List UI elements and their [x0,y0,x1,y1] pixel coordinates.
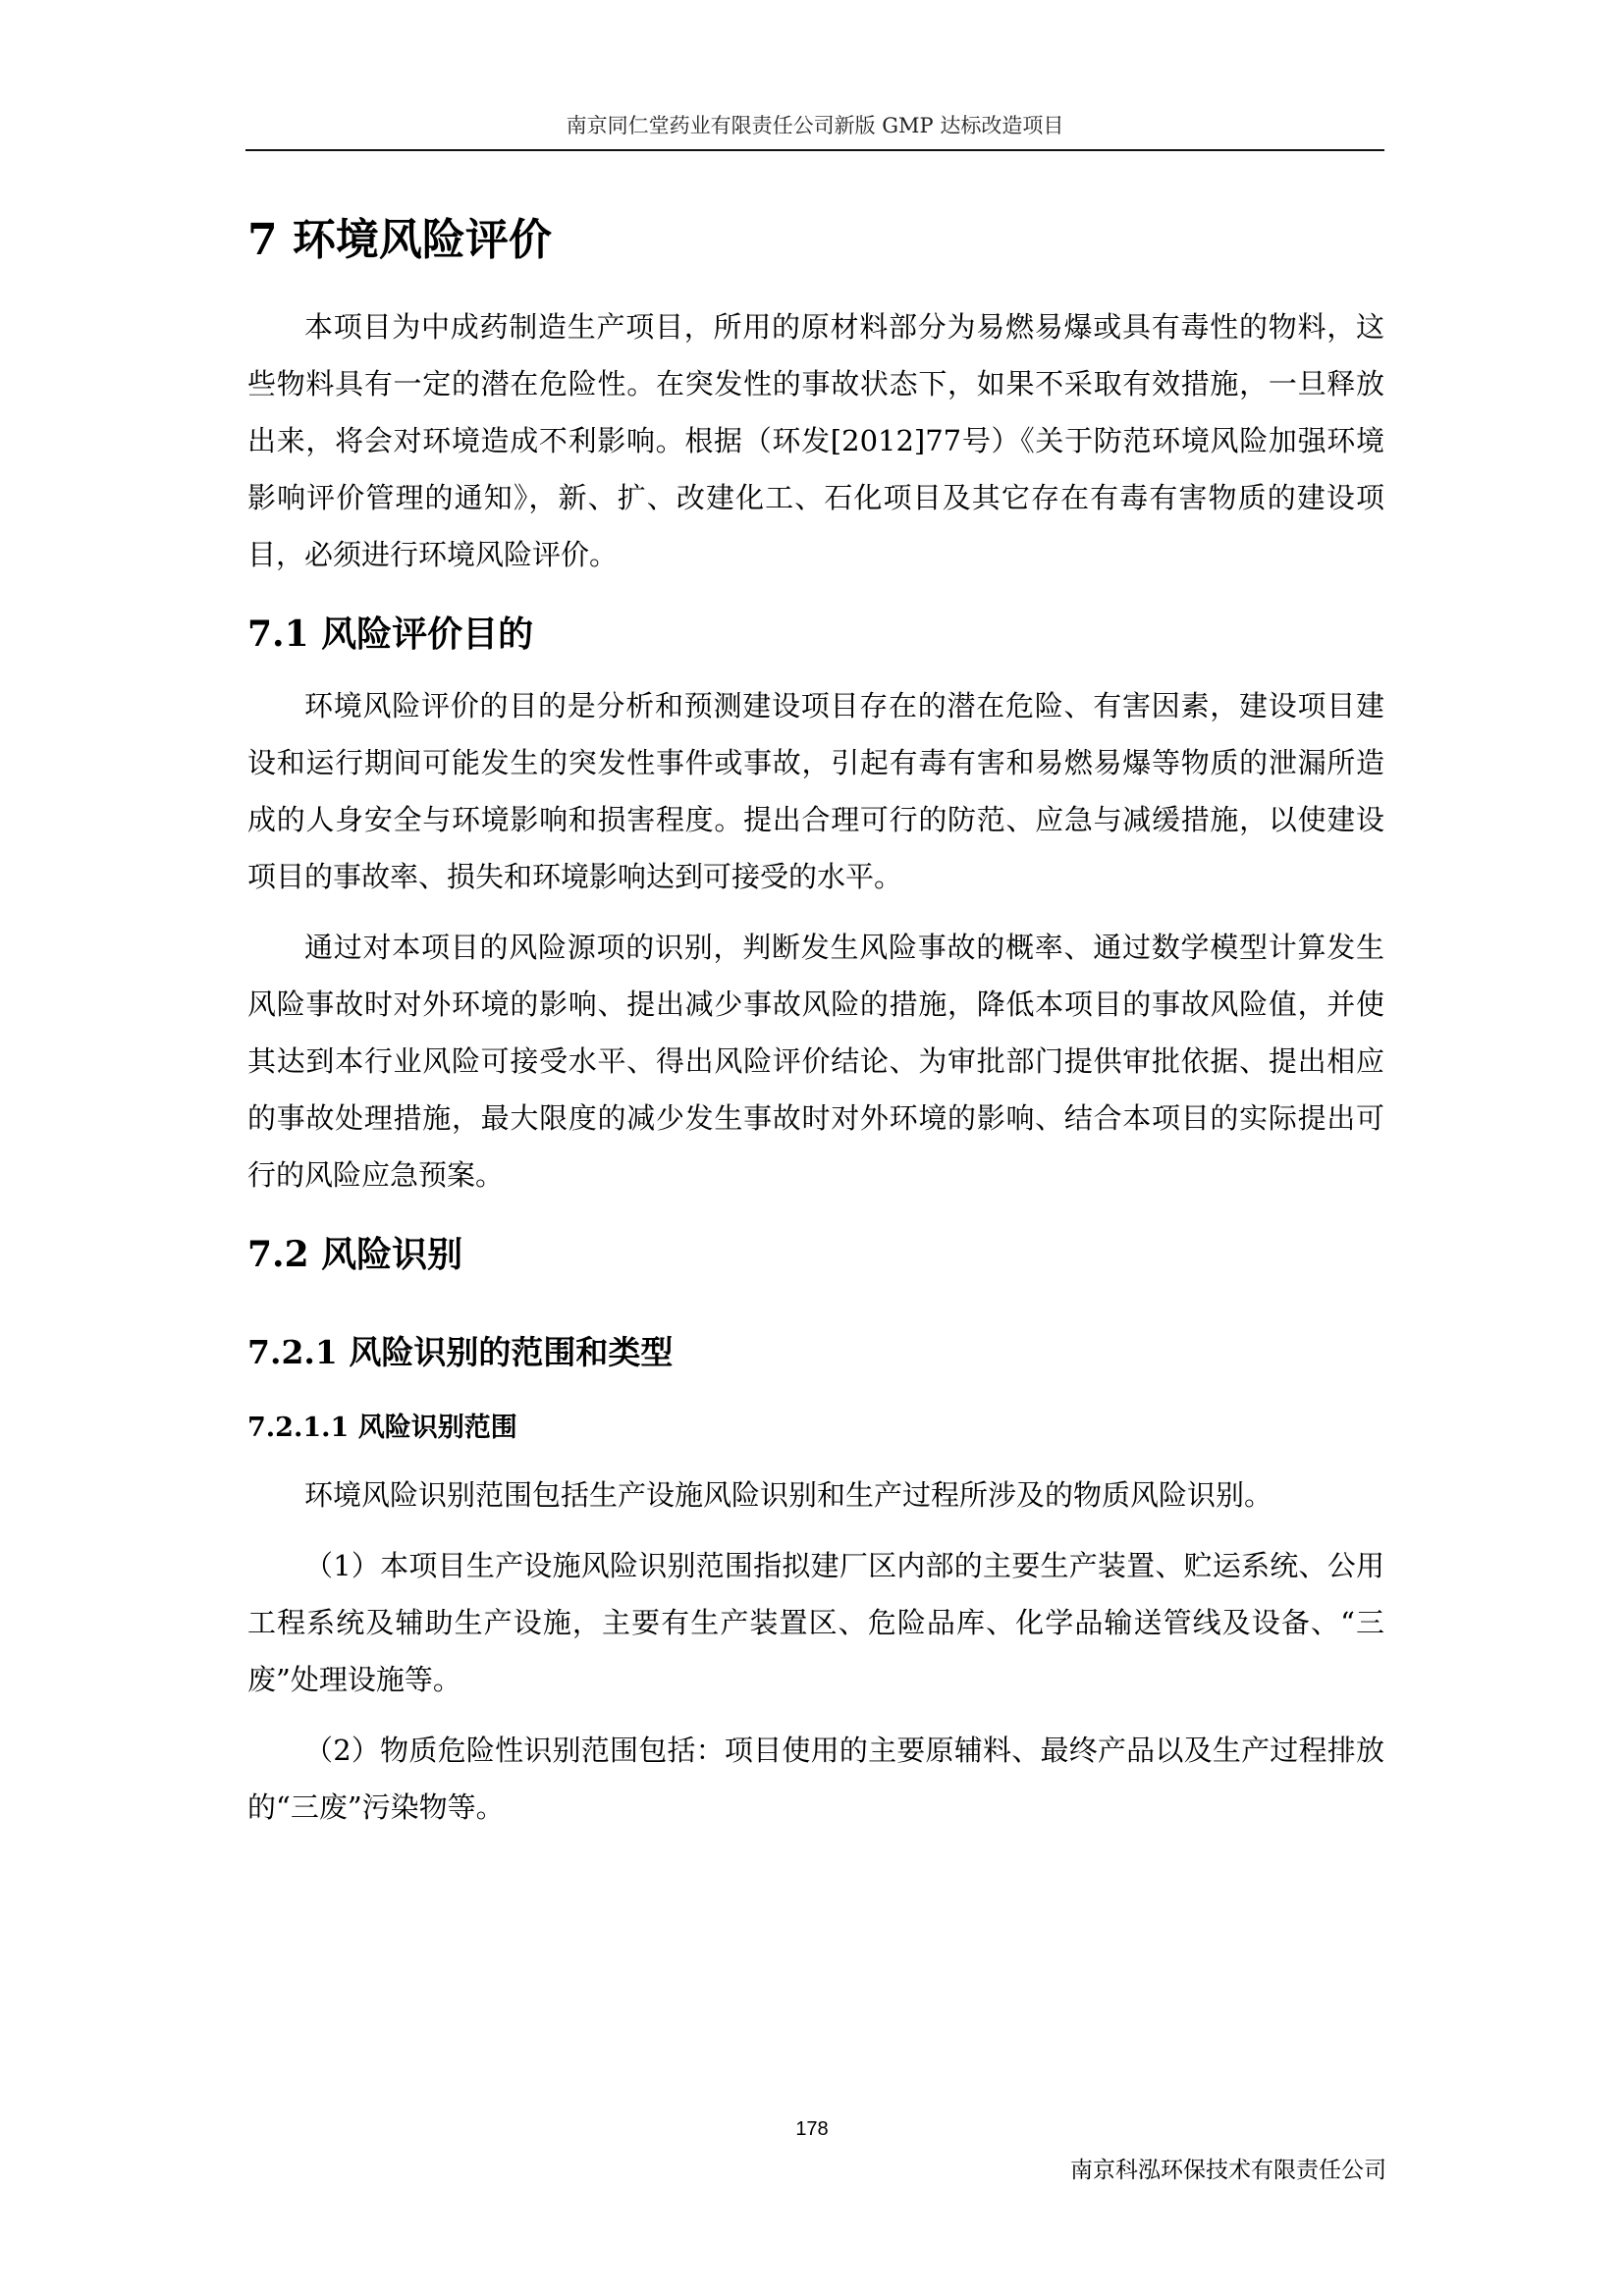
section-7-2-1-1-paragraph-2: （1）本项目生产设施风险识别范围指拟建厂区内部的主要生产装置、贮运系统、公用工程系统及辅助生产设施，主要有生产装置区、危险品库、化学品输送管线及设备、“三废”处理设施等。 [247,1549,1384,1696]
section-7-2-1-1-heading: 7.2.1.1 风险识别范围 [247,1413,517,1443]
section-7-1-paragraph-2: 通过对本项目的风险源项的识别，判断发生风险事故的概率、通过数学模型计算发生风险事故时对外环境的影响、提出减少事故风险的措施，降低本项目的事故风险值，并使其达到本行业风险可接受水平、得出风险评价结论、为审批部门提供审批依据、提出相应的事故处理措施，最大限度的减少发生事故时对外环境的影响、结合本项目的实际提出可行的风险应急预案。 [247,931,1384,1192]
section-7-1-paragraph-1: 环境风险评价的目的是分析和预测建设项目存在的潜在危险、有害因素，建设项目建设和运行期间可能发生的突发性事件或事故，引起有毒有害和易燃易爆等物质的泄漏所造成的人身安全与环境影响和损害程度。提出合理可行的防范、应急与减缓措施，以使建设项目的事故率、损失和环境影响达到可接受的水平。 [247,689,1384,893]
section-7-paragraph-1: 本项目为中成药制造生产项目，所用的原材料部分为易燃易爆或具有毒性的物料，这些物料具有一定的潜在危险性。在突发性的事故状态下，如果不采取有效措施，一旦释放出来，将会对环境造成不利影响。根据（环发[2012]77号）《关于防范环境风险加强环境影响评价管理的通知》，新、扩、改建化工、石化项目及其它存在有毒有害物质的建设项目，必须进行环境风险评价。 [247,310,1384,571]
section-7-2-1-1-paragraph-3: （2）物质危险性识别范围包括：项目使用的主要原辅料、最终产品以及生产过程排放的“三废”污染物等。 [247,1734,1384,1824]
section-7-1-heading: 7.1 风险评价目的 [247,614,534,655]
page-content [247,196,1384,1836]
section-7-2-1-heading: 7.2.1 风险识别的范围和类型 [247,1333,674,1371]
section-7-heading: 7 环境风险评价 [247,215,552,265]
page-number: 178 [795,2118,829,2140]
section-7-2-heading: 7.2 风险识别 [247,1234,463,1275]
section-7-2-1-1-paragraph-1: 环境风险识别范围包括生产设施风险识别和生产过程所涉及的物质风险识别。 [304,1478,1273,1512]
header-rule [245,149,1384,151]
footer-company: 南京科泓环保技术有限责任公司 [1070,2158,1386,2183]
running-header: 南京同仁堂药业有限责任公司新版 GMP 达标改造项目 [566,114,1064,137]
